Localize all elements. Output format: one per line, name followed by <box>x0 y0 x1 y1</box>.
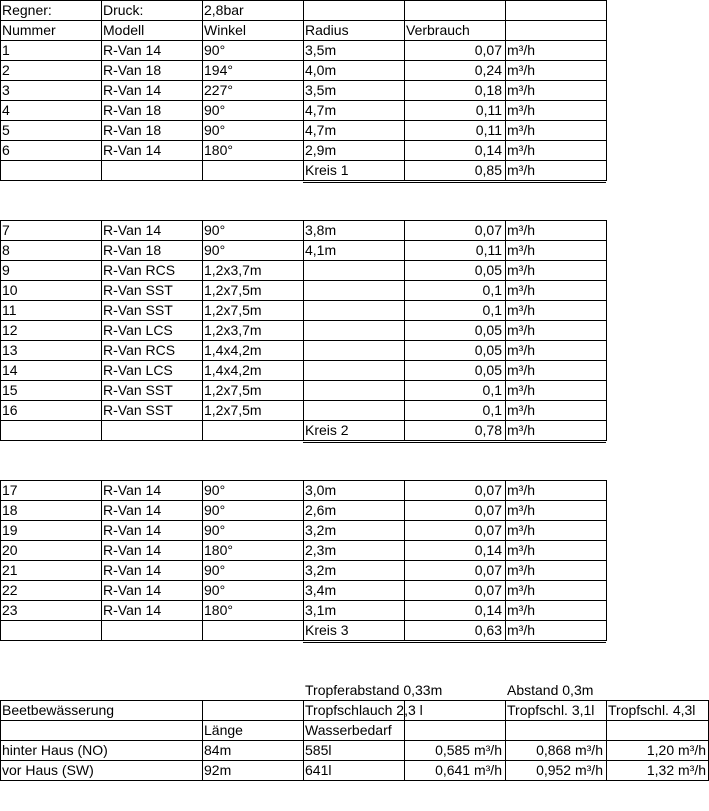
col-nummer: Nummer <box>2 22 56 38</box>
regner-winkel: 90° <box>204 222 226 238</box>
table-row <box>0 540 709 560</box>
beet-verbrauch-31: 0,868 m³/h <box>536 742 603 758</box>
regner-radius <box>303 360 404 380</box>
regner-winkel: 1,2x7,5m <box>204 282 262 298</box>
unit-label: m³/h <box>507 242 535 258</box>
regner-modell: R-Van SST <box>103 402 173 418</box>
regner-modell: R-Van 18 <box>103 102 162 118</box>
unit-label: m³/h <box>507 422 535 438</box>
regner-verbrauch: 0,07 <box>474 522 502 538</box>
kreis-total-label: Kreis 3 <box>305 622 349 638</box>
regner-modell: R-Van SST <box>103 302 173 318</box>
unit-label: m³/h <box>507 342 535 358</box>
table-row <box>0 520 709 540</box>
table-row <box>0 260 709 280</box>
unit-label: m³/h <box>507 162 535 178</box>
regner-verbrauch: 0,11 <box>475 122 502 138</box>
beet-ort: hinter Haus (NO) <box>2 742 108 758</box>
tropfschl-31-label: Tropfschl. 3,1l <box>507 702 595 718</box>
table-row <box>0 140 709 160</box>
kreis-total-row <box>0 420 709 440</box>
regner-modell: R-Van RCS <box>103 262 176 278</box>
regner-modell: R-Van LCS <box>103 322 173 338</box>
regner-nummer: 5 <box>2 122 10 138</box>
beet-laenge: 92m <box>204 762 232 778</box>
regner-modell: R-Van 14 <box>103 82 162 98</box>
regner-verbrauch: 0,05 <box>474 262 502 278</box>
col-radius: Radius <box>305 22 349 38</box>
beet-verbrauch-23: 0,585 m³/h <box>435 742 502 758</box>
unit-label: m³/h <box>507 362 535 378</box>
regner-verbrauch: 0,07 <box>474 222 502 238</box>
kreis-total-value: 0,63 <box>474 622 502 638</box>
col-modell: Modell <box>103 22 145 38</box>
regner-modell: R-Van 14 <box>103 142 162 158</box>
beet-verbrauch-23: 0,641 m³/h <box>435 762 502 778</box>
col-verbrauch: Verbrauch <box>406 22 470 38</box>
unit-label: m³/h <box>507 142 535 158</box>
table-row <box>0 500 709 520</box>
unit-label: m³/h <box>507 602 535 618</box>
regner-verbrauch: 0,24 <box>474 62 502 78</box>
regner-radius: 3,4m <box>305 582 337 598</box>
regner-modell: R-Van LCS <box>103 362 173 378</box>
beet-title: Beetbewässerung <box>2 702 115 718</box>
regner-nummer: 13 <box>2 342 18 358</box>
regner-nummer: 22 <box>2 582 18 598</box>
regner-verbrauch: 0,05 <box>474 362 502 378</box>
regner-nummer: 1 <box>2 42 10 58</box>
regner-modell: R-Van 14 <box>103 482 162 498</box>
beet-verbrauch-43: 1,20 m³/h <box>646 742 706 758</box>
laenge-label: Länge <box>204 722 243 738</box>
kreis-total-label: Kreis 1 <box>305 162 349 178</box>
table-row <box>0 100 709 120</box>
beet-header-row <box>0 700 709 720</box>
regner-radius: 4,1m <box>305 242 337 258</box>
unit-label: m³/h <box>507 402 535 418</box>
regner-radius: 2,6m <box>305 502 337 518</box>
tropfschlauch-label: Tropfschlauch 2,3 l <box>305 702 423 718</box>
unit-label: m³/h <box>507 322 535 338</box>
kreis-total-value: 0,78 <box>474 422 502 438</box>
regner-nummer: 4 <box>2 102 10 118</box>
unit-label: m³/h <box>507 482 535 498</box>
table-row <box>0 40 709 60</box>
regner-verbrauch: 0,05 <box>474 342 502 358</box>
regner-verbrauch: 0,07 <box>474 502 502 518</box>
regner-winkel: 90° <box>204 562 226 578</box>
regner-winkel: 90° <box>204 482 226 498</box>
grid-hline <box>303 642 606 643</box>
regner-modell: R-Van 14 <box>103 42 162 58</box>
beet-wasserbedarf: 585l <box>305 742 332 758</box>
unit-label: m³/h <box>507 262 535 278</box>
regner-radius: 3,1m <box>305 602 337 618</box>
regner-radius <box>303 280 404 300</box>
unit-label: m³/h <box>507 82 535 98</box>
table-row <box>0 400 709 420</box>
table-row <box>0 380 709 400</box>
unit-label: m³/h <box>507 62 535 78</box>
wasserbedarf-label: Wasserbedarf <box>305 722 392 738</box>
table-row <box>0 300 709 320</box>
beet-ort: vor Haus (SW) <box>2 762 94 778</box>
unit-label: m³/h <box>507 502 535 518</box>
table-row <box>0 580 709 600</box>
regner-verbrauch: 0,1 <box>482 402 502 418</box>
regner-nummer: 6 <box>2 142 10 158</box>
regner-modell: R-Van 18 <box>103 62 162 78</box>
kreis-total-row <box>0 620 709 640</box>
regner-verbrauch: 0,18 <box>474 82 502 98</box>
regner-winkel: 90° <box>204 522 226 538</box>
tropferabstand-label: Tropferabstand 0,33m <box>305 682 443 698</box>
regner-modell: R-Van RCS <box>103 342 176 358</box>
regner-nummer: 14 <box>2 362 18 378</box>
regner-winkel: 1,2x7,5m <box>204 382 262 398</box>
regner-winkel: 1,4x4,2m <box>204 342 262 358</box>
regner-verbrauch: 0,05 <box>474 322 502 338</box>
regner-nummer: 10 <box>2 282 18 298</box>
tropfschl-43-label: Tropfschl. 4,3l <box>608 702 696 718</box>
unit-label: m³/h <box>507 222 535 238</box>
regner-winkel: 180° <box>204 542 233 558</box>
unit-label: m³/h <box>507 522 535 538</box>
beet-info-row <box>0 680 709 700</box>
regner-winkel: 90° <box>204 502 226 518</box>
abstand-label: Abstand 0,3m <box>507 682 594 698</box>
unit-label: m³/h <box>507 302 535 318</box>
regner-modell: R-Van SST <box>103 382 173 398</box>
unit-label: m³/h <box>507 562 535 578</box>
unit-label: m³/h <box>507 122 535 138</box>
regner-verbrauch: 0,07 <box>474 42 502 58</box>
regner-winkel: 90° <box>204 102 226 118</box>
regner-modell: R-Van 14 <box>103 582 162 598</box>
druck-value: 2,8bar <box>204 2 244 18</box>
regner-verbrauch: 0,07 <box>474 562 502 578</box>
table-row <box>0 360 709 380</box>
regner-nummer: 12 <box>2 322 18 338</box>
table-row <box>0 240 709 260</box>
regner-radius: 3,5m <box>305 42 337 58</box>
regner-radius <box>303 340 404 360</box>
regner-modell: R-Van SST <box>103 282 173 298</box>
unit-label: m³/h <box>507 102 535 118</box>
regner-winkel: 1,2x7,5m <box>204 302 262 318</box>
regner-nummer: 11 <box>2 302 17 318</box>
regner-radius <box>303 320 404 340</box>
regner-radius: 3,2m <box>305 522 337 538</box>
regner-nummer: 19 <box>2 522 18 538</box>
grid-hline <box>303 442 606 443</box>
regner-winkel: 194° <box>204 62 233 78</box>
regner-modell: R-Van 14 <box>103 222 162 238</box>
table-row <box>0 560 709 580</box>
regner-radius: 2,3m <box>305 542 337 558</box>
regner-nummer: 9 <box>2 262 10 278</box>
regner-radius: 2,9m <box>305 142 337 158</box>
regner-verbrauch: 0,1 <box>482 302 502 318</box>
regner-verbrauch: 0,14 <box>474 602 502 618</box>
regner-winkel: 227° <box>204 82 233 98</box>
table-row <box>0 320 709 340</box>
regner-modell: R-Van 18 <box>103 242 162 258</box>
regner-radius <box>303 300 404 320</box>
regner-nummer: 2 <box>2 62 10 78</box>
unit-label: m³/h <box>507 542 535 558</box>
column-header-row <box>0 20 709 40</box>
regner-winkel: 90° <box>204 42 226 58</box>
beet-laenge: 84m <box>204 742 232 758</box>
regner-nummer: 3 <box>2 82 10 98</box>
regner-radius <box>303 400 404 420</box>
regner-radius: 3,8m <box>305 222 337 238</box>
unit-label: m³/h <box>507 42 535 58</box>
grid-hline <box>0 780 708 781</box>
kreis-total-value: 0,85 <box>474 162 502 178</box>
regner-nummer: 15 <box>2 382 18 398</box>
regner-nummer: 20 <box>2 542 18 558</box>
regner-radius: 3,2m <box>305 562 337 578</box>
table-row <box>0 280 709 300</box>
regner-radius: 4,7m <box>305 122 337 138</box>
regner-verbrauch: 0,11 <box>475 102 502 118</box>
unit-label: m³/h <box>507 282 535 298</box>
beet-verbrauch-31: 0,952 m³/h <box>536 762 603 778</box>
regner-nummer: 16 <box>2 402 18 418</box>
regner-winkel: 90° <box>204 122 226 138</box>
regner-modell: R-Van 14 <box>103 542 162 558</box>
unit-label: m³/h <box>507 382 535 398</box>
regner-winkel: 1,4x4,2m <box>204 362 262 378</box>
table-row <box>0 340 709 360</box>
beet-row <box>0 760 709 780</box>
regner-verbrauch: 0,14 <box>474 142 502 158</box>
regner-radius: 3,0m <box>305 482 337 498</box>
regner-label: Regner: <box>2 2 52 18</box>
regner-radius: 4,0m <box>305 62 337 78</box>
regner-verbrauch: 0,1 <box>482 282 502 298</box>
regner-radius: 4,7m <box>305 102 337 118</box>
regner-nummer: 8 <box>2 242 10 258</box>
regner-nummer: 21 <box>2 562 18 578</box>
regner-radius <box>303 380 404 400</box>
col-winkel: Winkel <box>204 22 247 38</box>
table-row <box>0 60 709 80</box>
beet-subheader-row <box>0 720 709 740</box>
beet-wasserbedarf: 641l <box>305 762 332 778</box>
regner-winkel: 1,2x3,7m <box>204 322 262 338</box>
regner-winkel: 180° <box>204 142 233 158</box>
regner-nummer: 7 <box>2 222 10 238</box>
regner-radius <box>303 260 404 280</box>
regner-verbrauch: 0,11 <box>475 242 502 258</box>
regner-winkel: 1,2x3,7m <box>204 262 262 278</box>
regner-winkel: 90° <box>204 582 226 598</box>
table-row <box>0 120 709 140</box>
kreis-total-row <box>0 160 709 180</box>
regner-nummer: 17 <box>2 482 18 498</box>
regner-modell: R-Van 18 <box>103 122 162 138</box>
beet-row <box>0 740 709 760</box>
regner-modell: R-Van 14 <box>103 602 162 618</box>
regner-winkel: 180° <box>204 602 233 618</box>
regner-modell: R-Van 14 <box>103 562 162 578</box>
table-row <box>0 220 709 240</box>
regner-verbrauch: 0,1 <box>482 382 502 398</box>
kreis-total-label: Kreis 2 <box>305 422 349 438</box>
regner-verbrauch: 0,07 <box>474 582 502 598</box>
unit-label: m³/h <box>507 622 535 638</box>
unit-label: m³/h <box>507 582 535 598</box>
regner-verbrauch: 0,07 <box>474 482 502 498</box>
grid-hline <box>303 182 606 183</box>
regner-nummer: 18 <box>2 502 18 518</box>
regner-winkel: 90° <box>204 242 226 258</box>
regner-modell: R-Van 14 <box>103 522 162 538</box>
regner-winkel: 1,2x7,5m <box>204 402 262 418</box>
table-row <box>0 80 709 100</box>
regner-modell: R-Van 14 <box>103 502 162 518</box>
regner-nummer: 23 <box>2 602 18 618</box>
beet-verbrauch-43: 1,32 m³/h <box>646 762 706 778</box>
table-row <box>0 480 709 500</box>
regner-radius: 3,5m <box>305 82 337 98</box>
table-row <box>0 600 709 620</box>
header-row-druck <box>0 0 709 20</box>
regner-verbrauch: 0,14 <box>474 542 502 558</box>
druck-label: Druck: <box>103 2 144 18</box>
